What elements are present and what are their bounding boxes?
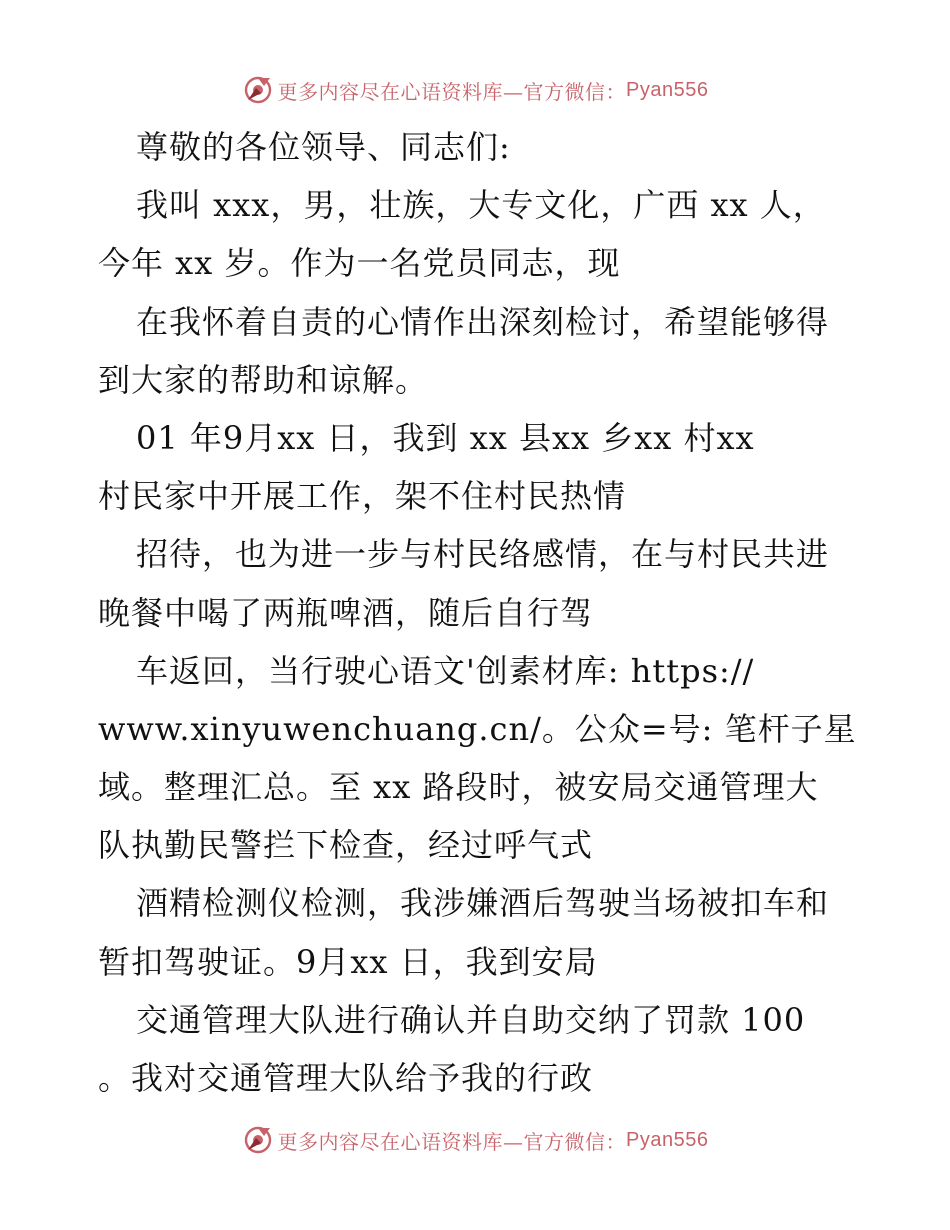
text-line: www.xinyuwenchuang.cn/。公众=号: 笔杆子星 [98, 709, 857, 748]
text-line: 在我怀着自责的心情作出深刻检讨，希望能够得 [136, 302, 830, 341]
text-line: 交通管理大队进行确认并自助交纳了罚款 100 [136, 1000, 806, 1039]
text-line: 尊敬的各位领导、同志们: [136, 128, 511, 166]
text-line: 晚餐中喝了两瓶啤酒，随后自行驾 [98, 593, 594, 632]
text-line: 暂扣驾驶证。9月xx 日，我到安局 [98, 942, 598, 981]
text-line: 今年 xx 岁。作为一名党员同志，现 [98, 244, 621, 283]
banner-text: 更多内容尽在心语资料库—官方微信： [277, 79, 627, 104]
text-line: 村民家中开展工作，架不住村民热情 [98, 477, 627, 516]
header-banner [0, 70, 950, 110]
footer-banner [0, 1120, 950, 1160]
text-line: 01 年9月xx 日，我到 xx 县xx 乡xx 村xx [136, 418, 755, 457]
pen-circle-logo-icon [242, 1124, 274, 1156]
text-line: 域。整理汇总。至 xx 路段时，被安局交通管理大 [98, 768, 819, 807]
text-line: 我叫 xxx，男，壮族，大专文化，广西 xx 人， [136, 186, 826, 225]
text-line: 车返回，当行驶心语文'创素材库: https:// [136, 651, 755, 690]
banner-contact: Pyan556 [626, 1128, 709, 1151]
text-line: 队执勤民警拦下检查，经过呼气式 [98, 826, 594, 865]
banner-text: 更多内容尽在心语资料库—官方微信： [277, 1129, 627, 1154]
banner-contact: Pyan556 [626, 78, 709, 101]
document-body [98, 118, 858, 1107]
pen-circle-logo-icon [242, 74, 274, 106]
text-line: 招待，也为进一步与村民络感情，在与村民共进 [136, 535, 830, 574]
text-line: 。我对交通管理大队给予我的行政 [98, 1059, 594, 1097]
text-line: 到大家的帮助和谅解。 [98, 360, 429, 399]
text-line: 酒精检测仪检测，我涉嫌酒后驾驶当场被扣车和 [136, 884, 830, 923]
